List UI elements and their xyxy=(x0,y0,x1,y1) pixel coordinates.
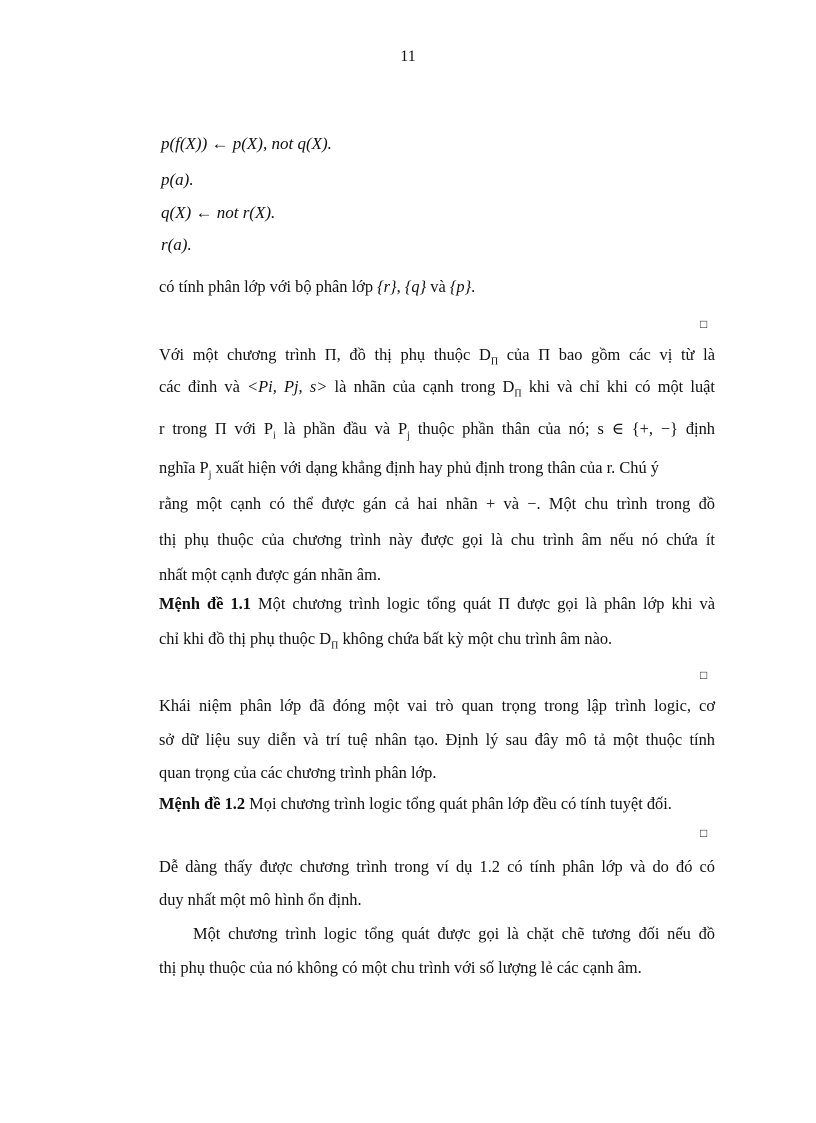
qed-square-icon: □ xyxy=(700,668,708,682)
arrow-symbol: ← xyxy=(195,203,213,222)
paragraph-example-2: duy nhất một mô hình ổn định. xyxy=(159,890,362,909)
paragraph-dependency-graph-line-6: thị phụ thuộc của chương trình này được gọi là chu trình âm nếu nó chứa ít xyxy=(159,530,715,549)
paragraph-stratification-1: Khái niệm phân lớp đã đóng một vai trò quan trọng trong lập trình logic, cơ xyxy=(159,696,715,715)
rule-1-body: p(X), not q(X). xyxy=(232,134,332,153)
program-fact-1 xyxy=(161,170,194,190)
fact-1: p(a). xyxy=(161,170,194,189)
program-fact-2 xyxy=(161,235,192,255)
rule-2-head: q(X) xyxy=(161,203,192,222)
paragraph-stratification-3: quan trọng của các chương trình phân lớp. xyxy=(159,763,437,782)
proposition-1-1-line-2: chỉ khi đồ thị phụ thuộc $D_\Pi$ không chứa bất kỳ một chu trình âm nào. xyxy=(159,629,613,652)
stratified-statement: có tính phân lớp với bộ phân lớp {r}, {q} và {p}. xyxy=(159,277,476,296)
paragraph-relative-tightness-1: Một chương trình logic tổng quát được gọi là chặt chẽ tương đối nếu đồ xyxy=(193,924,715,943)
proposition-1-2: Mệnh đề 1.2 Mọi chương trình logic tổng quát phân lớp đều có tính tuyệt đối. xyxy=(159,794,672,813)
page-number: 11 xyxy=(400,48,416,65)
rule-2-body: not r(X). xyxy=(216,203,276,222)
paragraph-dependency-graph-line-4: nghĩa $P_j$ xuất hiện với dạng khẳng định hay phủ định trong thân của r. Chú ý xyxy=(159,458,659,481)
paragraph-example-1: Dễ dàng thấy được chương trình trong ví dụ 1.2 có tính phân lớp và do đó có xyxy=(159,857,715,876)
fact-2: r(a). xyxy=(161,235,192,254)
proposition-label: Mệnh đề 1.1 xyxy=(159,594,251,613)
paragraph-relative-tightness-2: thị phụ thuộc của nó không có một chu trình với số lượng lẻ các cạnh âm. xyxy=(159,958,642,977)
proposition-1-1: Mệnh đề 1.1 Một chương trình logic tổng quát Π được gọi là phân lớp khi và xyxy=(159,594,715,613)
arrow-symbol: ← xyxy=(211,134,229,153)
paragraph-dependency-graph-line-2: các đỉnh và <Pi, Pj, s> là nhãn của cạnh trong $D_\Pi$ khi và chỉ khi có một luật xyxy=(159,377,715,400)
qed-square-icon: □ xyxy=(700,826,708,840)
paragraph-dependency-graph-line-3: r trong Π với $P_i$ là phần đầu và $P_j$ thuộc phần thân của nó; s ∈ {+, −} định xyxy=(159,419,715,442)
proposition-label: Mệnh đề 1.2 xyxy=(159,794,246,813)
paragraph-dependency-graph-line-7: nhất một cạnh được gán nhãn âm. xyxy=(159,565,381,584)
rule-1-head: p(f(X)) xyxy=(161,134,208,153)
paragraph-stratification-2: sở dữ liệu suy diễn và trí tuệ nhân tạo. Định lý sau đây mô tả một thuộc tính xyxy=(159,730,715,749)
program-rule-1 xyxy=(161,134,332,154)
program-rule-2 xyxy=(161,203,275,223)
paragraph-dependency-graph: Với một chương trình Π, đồ thị phụ thuộc $D_\Pi$ của Π bao gồm các vị từ là xyxy=(159,345,715,368)
paragraph-dependency-graph-line-5: rằng một cạnh có thể được gán cả hai nhãn + và −. Một chu trình trong đồ xyxy=(159,494,715,513)
qed-square-icon: □ xyxy=(700,317,708,331)
